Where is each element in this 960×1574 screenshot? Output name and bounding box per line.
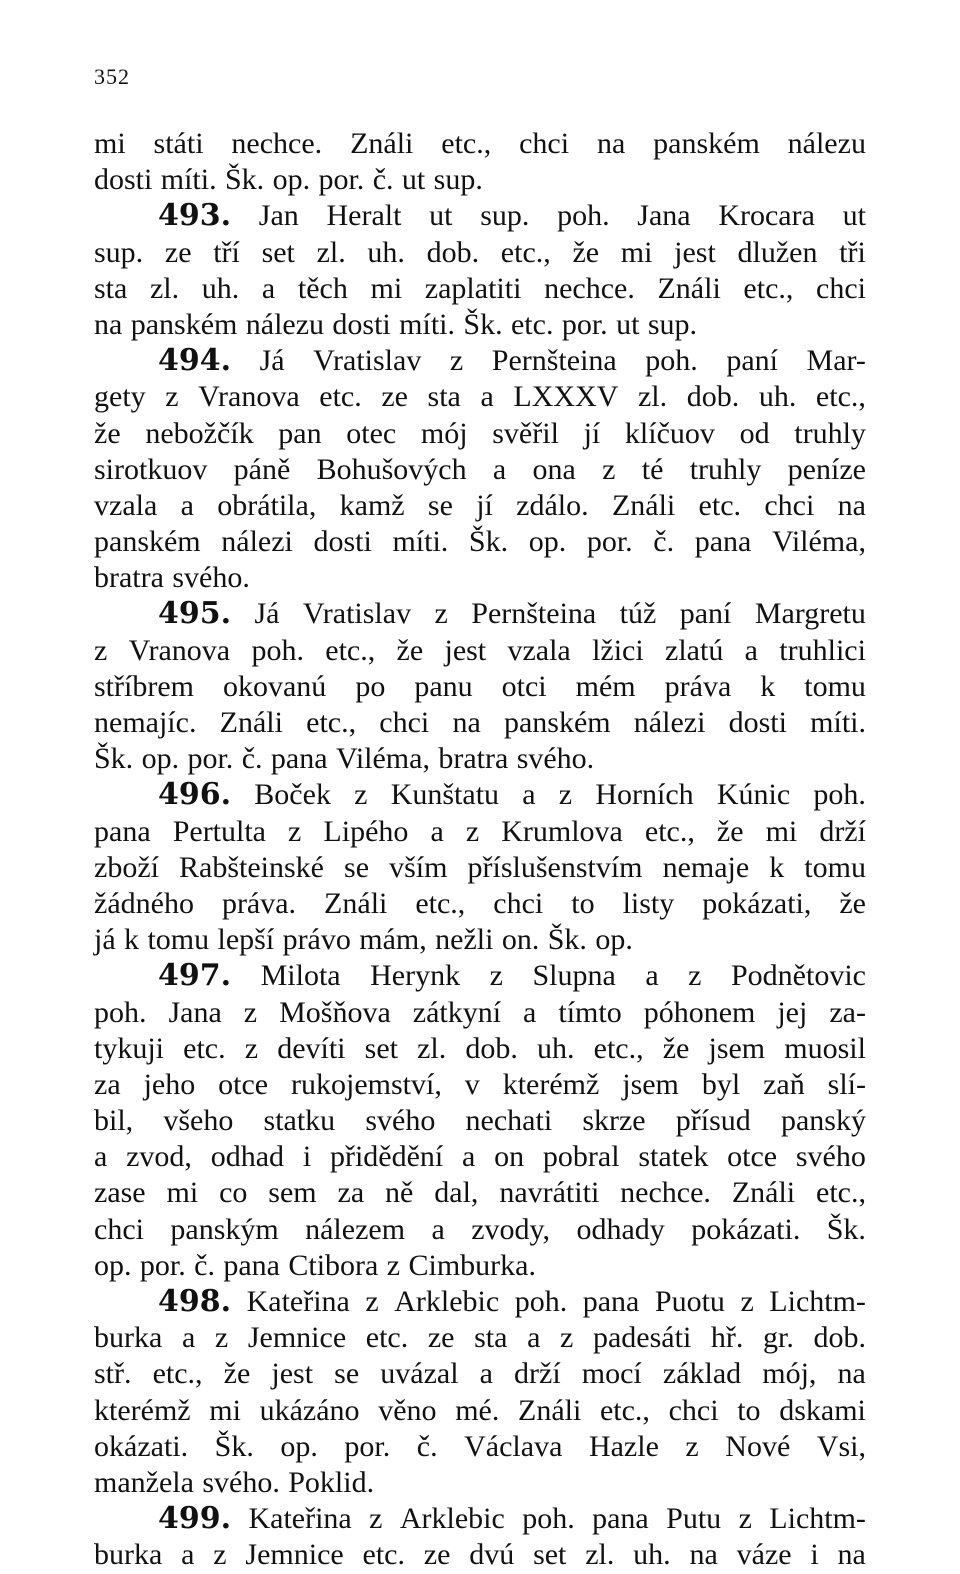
entry-first-line: 497. Milota Herynk z Slupna a z Podnětovic bbox=[158, 958, 866, 994]
entry-number: 498. bbox=[158, 1284, 232, 1319]
entry-first-line: 495. Já Vratislav z Pernšteina túž paní Margretu bbox=[158, 596, 866, 632]
text-line: pana Pertulta z Lipého a z Krumlova etc., že mi drží bbox=[94, 814, 866, 848]
text-line: bil, všeho statku svého nechati skrze přísud panský bbox=[94, 1104, 866, 1138]
text-line: bratra svého. bbox=[94, 561, 250, 595]
text-line: já k tomu lepší právo mám, nežli on. Šk. op. bbox=[94, 923, 633, 957]
entry-number: 494. bbox=[158, 343, 232, 379]
text-line: žádného práva. Ználi etc., chci to listy pokázati, že bbox=[94, 886, 866, 920]
entry-first-line: 498. Kateřina z Arklebic poh. pana Puotu z Lichtm- bbox=[158, 1284, 866, 1319]
text-line: sup. ze tří set zl. uh. dob. etc., že mi jest dlužen tři bbox=[94, 235, 866, 269]
entry-first-line: 499. Kateřina z Arklebic poh. pana Putu z Lichtm- bbox=[158, 1501, 866, 1537]
text-line: nemajíc. Ználi etc., chci na panském nálezi dosti míti. bbox=[94, 706, 866, 739]
text-line: burka a z Jemnice etc. ze sta a z padesáti hř. gr. dob. bbox=[94, 1321, 866, 1355]
text-line: sta zl. uh. a těch mi zaplatiti nechce. Ználi etc., chci bbox=[94, 271, 866, 305]
text-line: že nebožčík pan otec mój svěřil jí klíčuov od truhly bbox=[94, 416, 866, 450]
text-line: op. por. č. pana Ctibora z Cimburka. bbox=[94, 1248, 536, 1282]
entry-number: 497. bbox=[158, 958, 232, 994]
text-line: mi státi nechce. Ználi etc., chci na panském nálezu bbox=[94, 127, 866, 160]
text-line: kterémž mi ukázáno věno mé. Ználi etc., chci to dskami bbox=[94, 1393, 866, 1427]
text-line: sirotkuov páně Bohušových a ona z té truhly peníze bbox=[94, 452, 866, 486]
page-number: 352 bbox=[94, 64, 130, 89]
text-line: zase mi co sem za ně dal, navrátiti nechce. Ználi etc., bbox=[94, 1176, 866, 1210]
entry-first-line: 496. Boček z Kunštatu a z Horních Kúnic poh. bbox=[158, 777, 866, 813]
entry-first-line: 493. Jan Heralt ut sup. poh. Jana Krocara ut bbox=[158, 198, 866, 234]
entry-number: 495. bbox=[158, 596, 232, 632]
text-line: manžela svého. Poklid. bbox=[94, 1465, 375, 1499]
text-line: z Vranova poh. etc., že jest vzala lžici zlatú a truhlici bbox=[94, 633, 866, 667]
entry-number: 499. bbox=[158, 1501, 232, 1537]
text-line: zboží Rabšteinské se vším příslušenstvím nemaje k tomu bbox=[94, 850, 866, 884]
text-line: dosti míti. Šk. op. por. č. ut sup. bbox=[94, 163, 483, 197]
text-line: vzala a obrátila, kamž se jí zdálo. Ználi etc. chci na bbox=[94, 488, 866, 522]
text-line: a zvod, odhad i přidědění a on pobral statek otce svého bbox=[94, 1140, 866, 1174]
entry-number: 493. bbox=[158, 198, 232, 234]
text-line: za jeho otce rukojemství, v kterémž jsem byl zaň slí- bbox=[94, 1067, 866, 1101]
text-line: tykuji etc. z devíti set zl. dob. uh. etc., že jsem muosil bbox=[94, 1031, 866, 1065]
text-line: okázati. Šk. op. por. č. Václava Hazle z Nové Vsi, bbox=[94, 1429, 866, 1463]
text-line: stříbrem okovanú po panu otci mém práva k tomu bbox=[94, 669, 866, 703]
text-line: poh. Jana z Mošňova zátkyní a tímto póhonem jej za- bbox=[94, 995, 866, 1029]
text-line: gety z Vranova etc. ze sta a LXXXV zl. dob. uh. etc., bbox=[94, 380, 866, 414]
text-line: Šk. op. por. č. pana Viléma, bratra svého. bbox=[94, 742, 595, 776]
text-line: stř. etc., že jest se uvázal a drží mocí základ mój, na bbox=[94, 1357, 866, 1391]
body-text bbox=[94, 126, 866, 1574]
entry-number: 496. bbox=[158, 777, 232, 813]
text-line: na panském nálezu dosti míti. Šk. etc. por. ut sup. bbox=[94, 307, 697, 341]
text-line: panském nálezi dosti míti. Šk. op. por. č. pana Viléma, bbox=[94, 525, 866, 559]
text-line: burka a z Jemnice etc. ze dvú set zl. uh. na váze i na bbox=[94, 1538, 866, 1572]
entry-first-line: 494. Já Vratislav z Pernšteina poh. paní Mar- bbox=[158, 343, 866, 379]
text-line: chci panským nálezem a zvody, odhady pokázati. Šk. bbox=[94, 1212, 866, 1246]
